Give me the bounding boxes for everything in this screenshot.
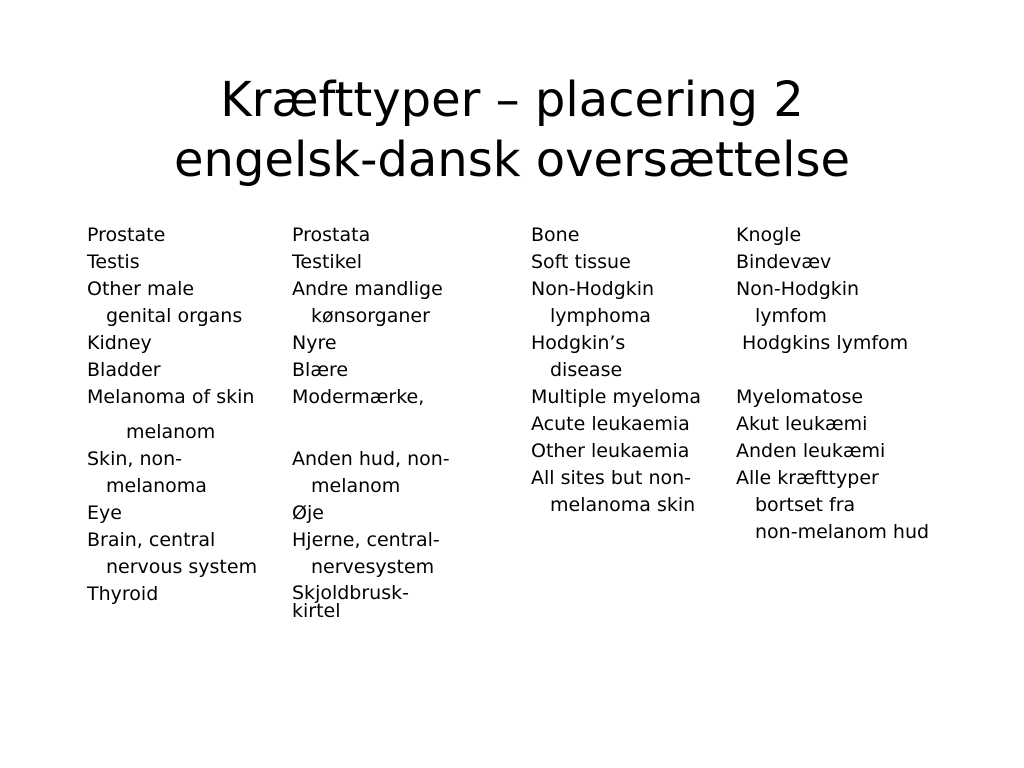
- english-column-right: [531, 222, 731, 519]
- danish-term: Testikel: [292, 251, 362, 273]
- english-term: Testis: [87, 251, 140, 273]
- danish-term: Myelomatose: [736, 386, 864, 408]
- danish-term: Prostata: [292, 224, 371, 246]
- english-term: Kidney: [87, 332, 152, 354]
- english-term-continuation: genital organs: [106, 305, 243, 327]
- danish-term-continuation: kønsorganer: [311, 305, 430, 327]
- danish-term: Blære: [292, 359, 349, 381]
- english-term-continuation: nervous system: [106, 556, 258, 578]
- danish-term: Anden leukæmi: [736, 440, 886, 462]
- danish-term-blank: [736, 357, 996, 384]
- english-term-continuation: melanoma skin: [550, 494, 696, 516]
- english-term: Eye: [87, 502, 122, 524]
- english-term: Soft tissue: [531, 251, 631, 273]
- danish-term: Hjerne, central-: [292, 529, 440, 551]
- danish-term: Knogle: [736, 224, 802, 246]
- english-term: Prostate: [87, 224, 166, 246]
- english-term: Hodgkin’s: [531, 332, 626, 354]
- english-term: Thyroid: [87, 583, 159, 605]
- english-term: Other male: [87, 278, 195, 300]
- danish-term-continuation: kirtel: [292, 600, 341, 622]
- english-term: All sites but non-: [531, 467, 692, 489]
- english-term: Acute leukaemia: [531, 413, 690, 435]
- danish-term: Bindevæv: [736, 251, 832, 273]
- english-term: Multiple myeloma: [531, 386, 702, 408]
- english-term: Non-Hodgkin: [531, 278, 655, 300]
- english-term: Melanoma of skin: [87, 386, 255, 408]
- danish-term: Øje: [292, 502, 324, 524]
- danish-term: Anden hud, non-: [292, 448, 450, 470]
- english-term: Bladder: [87, 359, 161, 381]
- english-term-continuation: melanoma: [106, 475, 207, 497]
- danish-term-continuation: lymfom: [755, 305, 827, 327]
- danish-term: Akut leukæmi: [736, 413, 868, 435]
- danish-term-continuation: melanom: [311, 475, 401, 497]
- danish-term: Skjoldbrusk-: [292, 582, 409, 604]
- english-term-continuation: lymphoma: [550, 305, 651, 327]
- english-term-continuation: disease: [550, 359, 623, 381]
- slide-title: [0, 70, 1024, 190]
- english-term: Brain, central: [87, 529, 216, 551]
- danish-term: Modermærke,: [292, 386, 425, 408]
- danish-term: Non-Hodgkin: [736, 278, 860, 300]
- danish-term-continuation: non-melanom hud: [755, 521, 930, 543]
- slide-title-line-1: Kræfttyper – placering 2: [220, 72, 804, 128]
- danish-term-continuation: bortset fra: [755, 494, 856, 516]
- danish-term: Andre mandlige: [292, 278, 443, 300]
- english-column-left: [87, 222, 287, 608]
- english-term: Bone: [531, 224, 580, 246]
- danish-term-continuation: melanom: [126, 421, 216, 443]
- danish-term-continuation: nervesystem: [311, 556, 435, 578]
- english-term: Skin, non-: [87, 448, 183, 470]
- english-term: Other leukaemia: [531, 440, 690, 462]
- danish-column-right: [736, 222, 996, 546]
- danish-term: Hodgkins lymfom: [736, 332, 909, 354]
- slide-title-line-2: engelsk-dansk oversættelse: [173, 132, 850, 188]
- danish-term: Nyre: [292, 332, 337, 354]
- danish-term: Alle kræfttyper: [736, 467, 879, 489]
